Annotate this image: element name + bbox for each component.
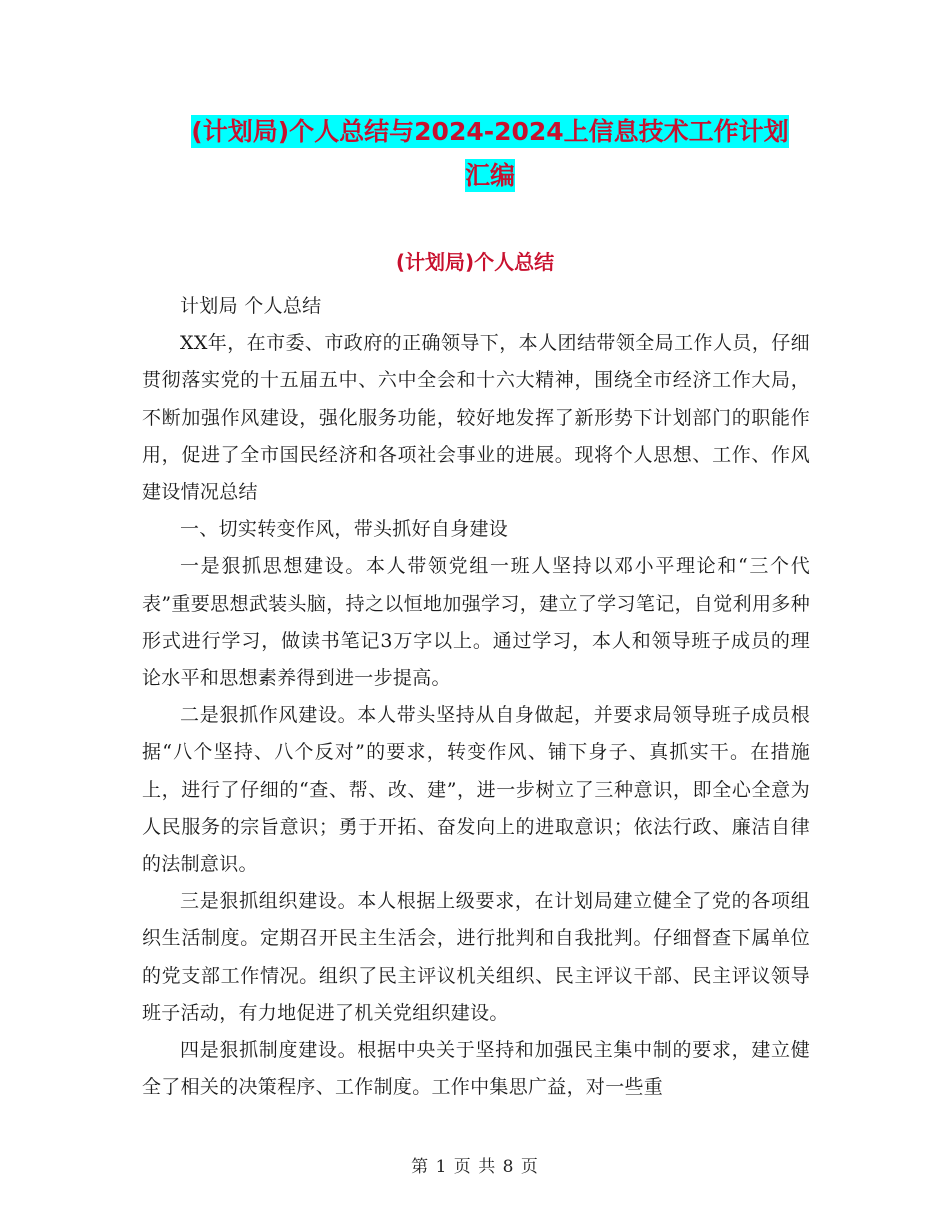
document-body [142,288,810,1106]
document-title-line2: 汇编 [464,161,515,190]
paragraph: 四是狠抓制度建设。根据中央关于坚持和加强民主集中制的要求，建立健全了相关的决策程序、工作制度。工作中集思广益，对一些重 [142,1039,810,1099]
document-title [140,110,840,198]
paragraph: 一、切实转变作风，带头抓好自身建设 [180,518,509,541]
paragraph: 二是狠抓作风建设。本人带头坚持从自身做起，并要求局领导班子成员根据“八个坚持、八个反对”的要求，转变作风、铺下身子、真抓实干。在措施上，进行了仔细的“查、帮、改、建”，进一步树立了三种意识，即全心全意为人民服务的宗旨意识；勇于开拓、奋发向上的进取意识；依法行政、廉洁自律的法制意识。 [142,704,810,876]
page-footer: 第 1 页 共 8 页 [411,1157,539,1177]
paragraph: XX年，在市委、市政府的正确领导下，本人团结带领全局工作人员，仔细贯彻落实党的十五届五中、六中全会和十六大精神，围绕全市经济工作大局，不断加强作风建设，强化服务功能，较好地发挥了新形势下计划部门的职能作用，促进了全市国民经济和各项社会事业的进展。现将个人思想、工作、作风建设情况总结 [142,332,810,504]
document-title-line1: (计划局)个人总结与2024-2024上信息技术工作计划 [191,117,789,146]
paragraph: 三是狠抓组织建设。本人根据上级要求，在计划局建立健全了党的各项组织生活制度。定期召开民主生活会，进行批判和自我批判。仔细督查下属单位的党支部工作情况。组织了民主评议机关组织、民主评议干部、民主评议领导班子活动，有力地促进了机关党组织建设。 [142,890,810,1024]
paragraph: 一是狠抓思想建设。本人带领党组一班人坚持以邓小平理论和“三个代表”重要思想武装头脑，持之以恒地加强学习，建立了学习笔记，自觉利用多种形式进行学习，做读书笔记3万字以上。通过学习，本人和领导班子成员的理论水平和思想素养得到进一步提高。 [142,555,810,690]
section-title: (计划局)个人总结 [395,250,555,274]
paragraph: 计划局 个人总结 [180,295,322,317]
